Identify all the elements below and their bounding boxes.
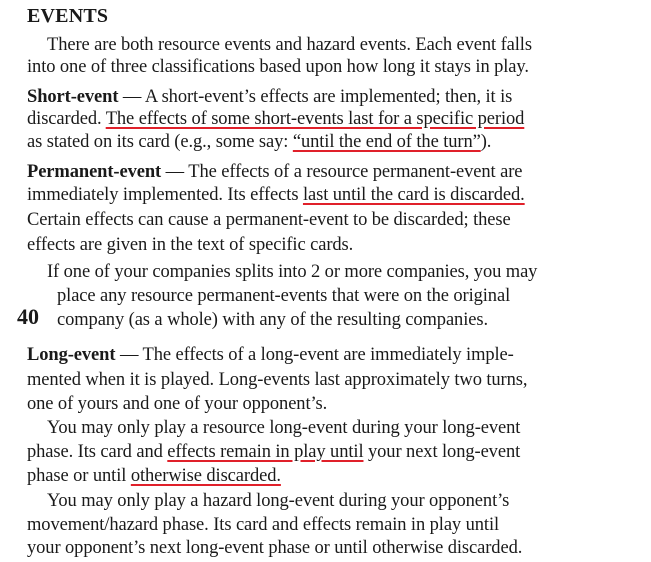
text-line: mented when it is played. Long-events last approximately two turns, [27,370,528,390]
text-line [27,184,525,206]
permanent-event-paragraph-line [27,161,522,183]
text-line: your opponent’s next long-event phase or until otherwise discarded. [27,538,523,558]
underlined-phrase: effects remain in play until [167,442,364,462]
text-span: ). [480,132,492,152]
underlined-phrase: “until the end of the turn” [292,132,481,152]
underlined-phrase: The effects of some short-events last for a specific period [105,109,525,129]
text-line [27,465,281,487]
section-title: EVENTS [27,5,109,27]
text-line: movement/hazard phase. Its card and effects remain in play until [27,515,500,535]
text-span: as stated on its card (e.g., some say: [27,132,293,152]
short-event-heading: Short-event [27,87,119,107]
text-span: discarded. [27,109,106,129]
text-line: If one of your companies splits into 2 or more companies, you may [47,262,538,282]
text-span: phase or until [27,466,131,486]
text-line: There are both resource events and hazard events. Each event falls [47,35,532,55]
text-span: phase. Its card and [27,442,168,462]
text-line [27,108,524,130]
short-event-paragraph-line [27,86,512,108]
text-span: — A short-event’s effects are implemented; then, it is [118,87,513,107]
text-line [27,441,520,463]
underlined-phrase: last until the card is discarded. [302,185,525,205]
text-line: one of yours and one of your opponent’s. [27,394,328,414]
text-line: company (as a whole) with any of the resulting companies. [57,310,488,330]
permanent-event-heading: Permanent-event [27,162,162,182]
page-number: 40 [17,304,39,329]
text-span: — The effects of a long-event are immediately imple- [115,345,514,365]
text-line: You may only play a resource long-event during your long-event [47,418,521,438]
text-line: Certain effects can cause a permanent-event to be discarded; these [27,210,511,230]
long-event-heading: Long-event [27,345,116,365]
underlined-phrase: otherwise discarded. [130,466,281,486]
text-line: You may only play a hazard long-event during your opponent’s [47,491,510,511]
text-line [27,131,491,153]
text-span: your next long-event [363,442,521,462]
text-line: into one of three classifications based upon how long it stays in play. [27,57,529,77]
text-line: place any resource permanent-events that were on the original [57,286,511,306]
text-line: effects are given in the text of specific cards. [27,235,354,255]
text-span: — The effects of a resource permanent-event are [161,162,523,182]
long-event-paragraph-line [27,344,514,366]
text-span: immediately implemented. Its effects [27,185,303,205]
